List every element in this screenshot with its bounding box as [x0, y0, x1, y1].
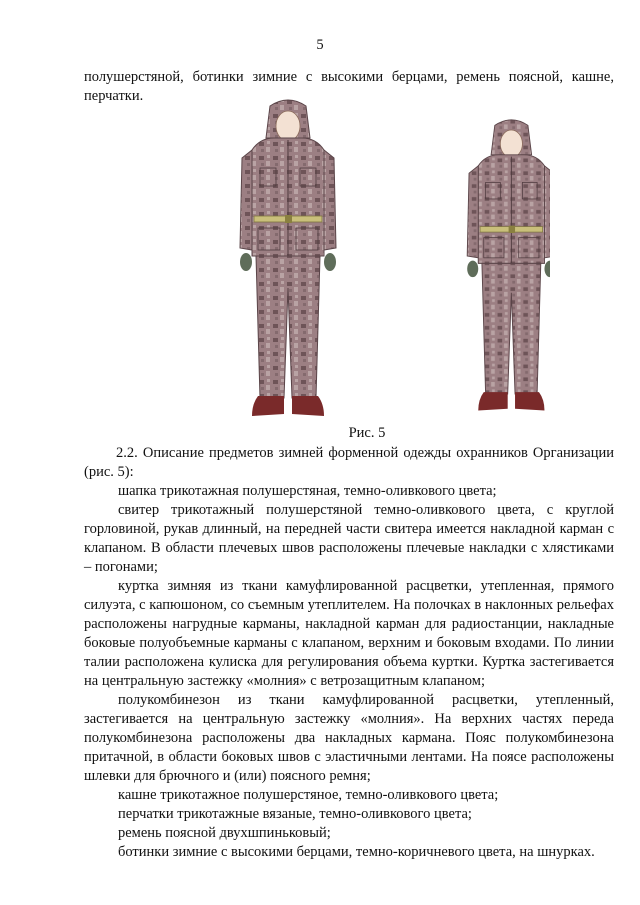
list-item: куртка зимняя из ткани камуфлированной расцветки, утепленная, прямого силуэта, с капюшоном, со съемным утеплителем. На полочках в наклонных рельефах расположены нагрудные карманы, накладной карман для радиостанции, накладные боковые полуобъемные карманы с клапаном, верхним и боковым входами. По линии талии расположена кулиска для регулирования объема куртки. Куртка застегивается на центральную застежку «молния» с ветрозащитным клапаном; — [84, 578, 614, 689]
list-item: кашне трикотажное полушерстяное, темно-оливкового цвета; — [118, 787, 499, 803]
list-item: ботинки зимние с высокими берцами, темно-коричневого цвета, на шнурках. — [118, 844, 595, 860]
list-item: свитер трикотажный полушерстяной темно-оливкового цвета, с круглой горловиной, рукав длинный, на передней части свитера имеется накладной карман с клапаном. В области плечевых швов расположены плечевые накладки с хлястиками – погонами; — [84, 502, 614, 575]
winter-uniform-illustration-icon — [230, 98, 550, 420]
lead-paragraph: полушерстяной, ботинки зимние с высокими берцами, ремень поясной, кашне, перчатки. — [84, 69, 614, 104]
page-number: 5 — [316, 37, 324, 53]
list-item: шапка трикотажная полушерстяная, темно-оливкового цвета; — [118, 483, 497, 499]
figure-left — [240, 100, 336, 416]
figure-right — [467, 120, 550, 411]
figure-caption: Рис. 5 — [348, 425, 386, 441]
list-item: ремень поясной двухшпиньковый; — [118, 825, 331, 841]
section-body — [84, 444, 614, 862]
section-heading: 2.2. Описание предметов зимней форменной одежды охранников Организации (рис. 5): — [84, 445, 614, 480]
uniform-figure — [230, 98, 550, 420]
list-item: полукомбинезон из ткани камуфлированной расцветки, утепленный, застегивается на центральную застежку «молния». На верхних частях переда полукомбинезона расположены два накладных кармана. Пояс полукомбинезона притачной, в области боковых швов с эластичными лентами. На поясе расположены шлевки для брючного и (или) поясного ремня; — [84, 692, 614, 784]
list-item: перчатки трикотажные вязаные, темно-оливкового цвета; — [118, 806, 472, 822]
